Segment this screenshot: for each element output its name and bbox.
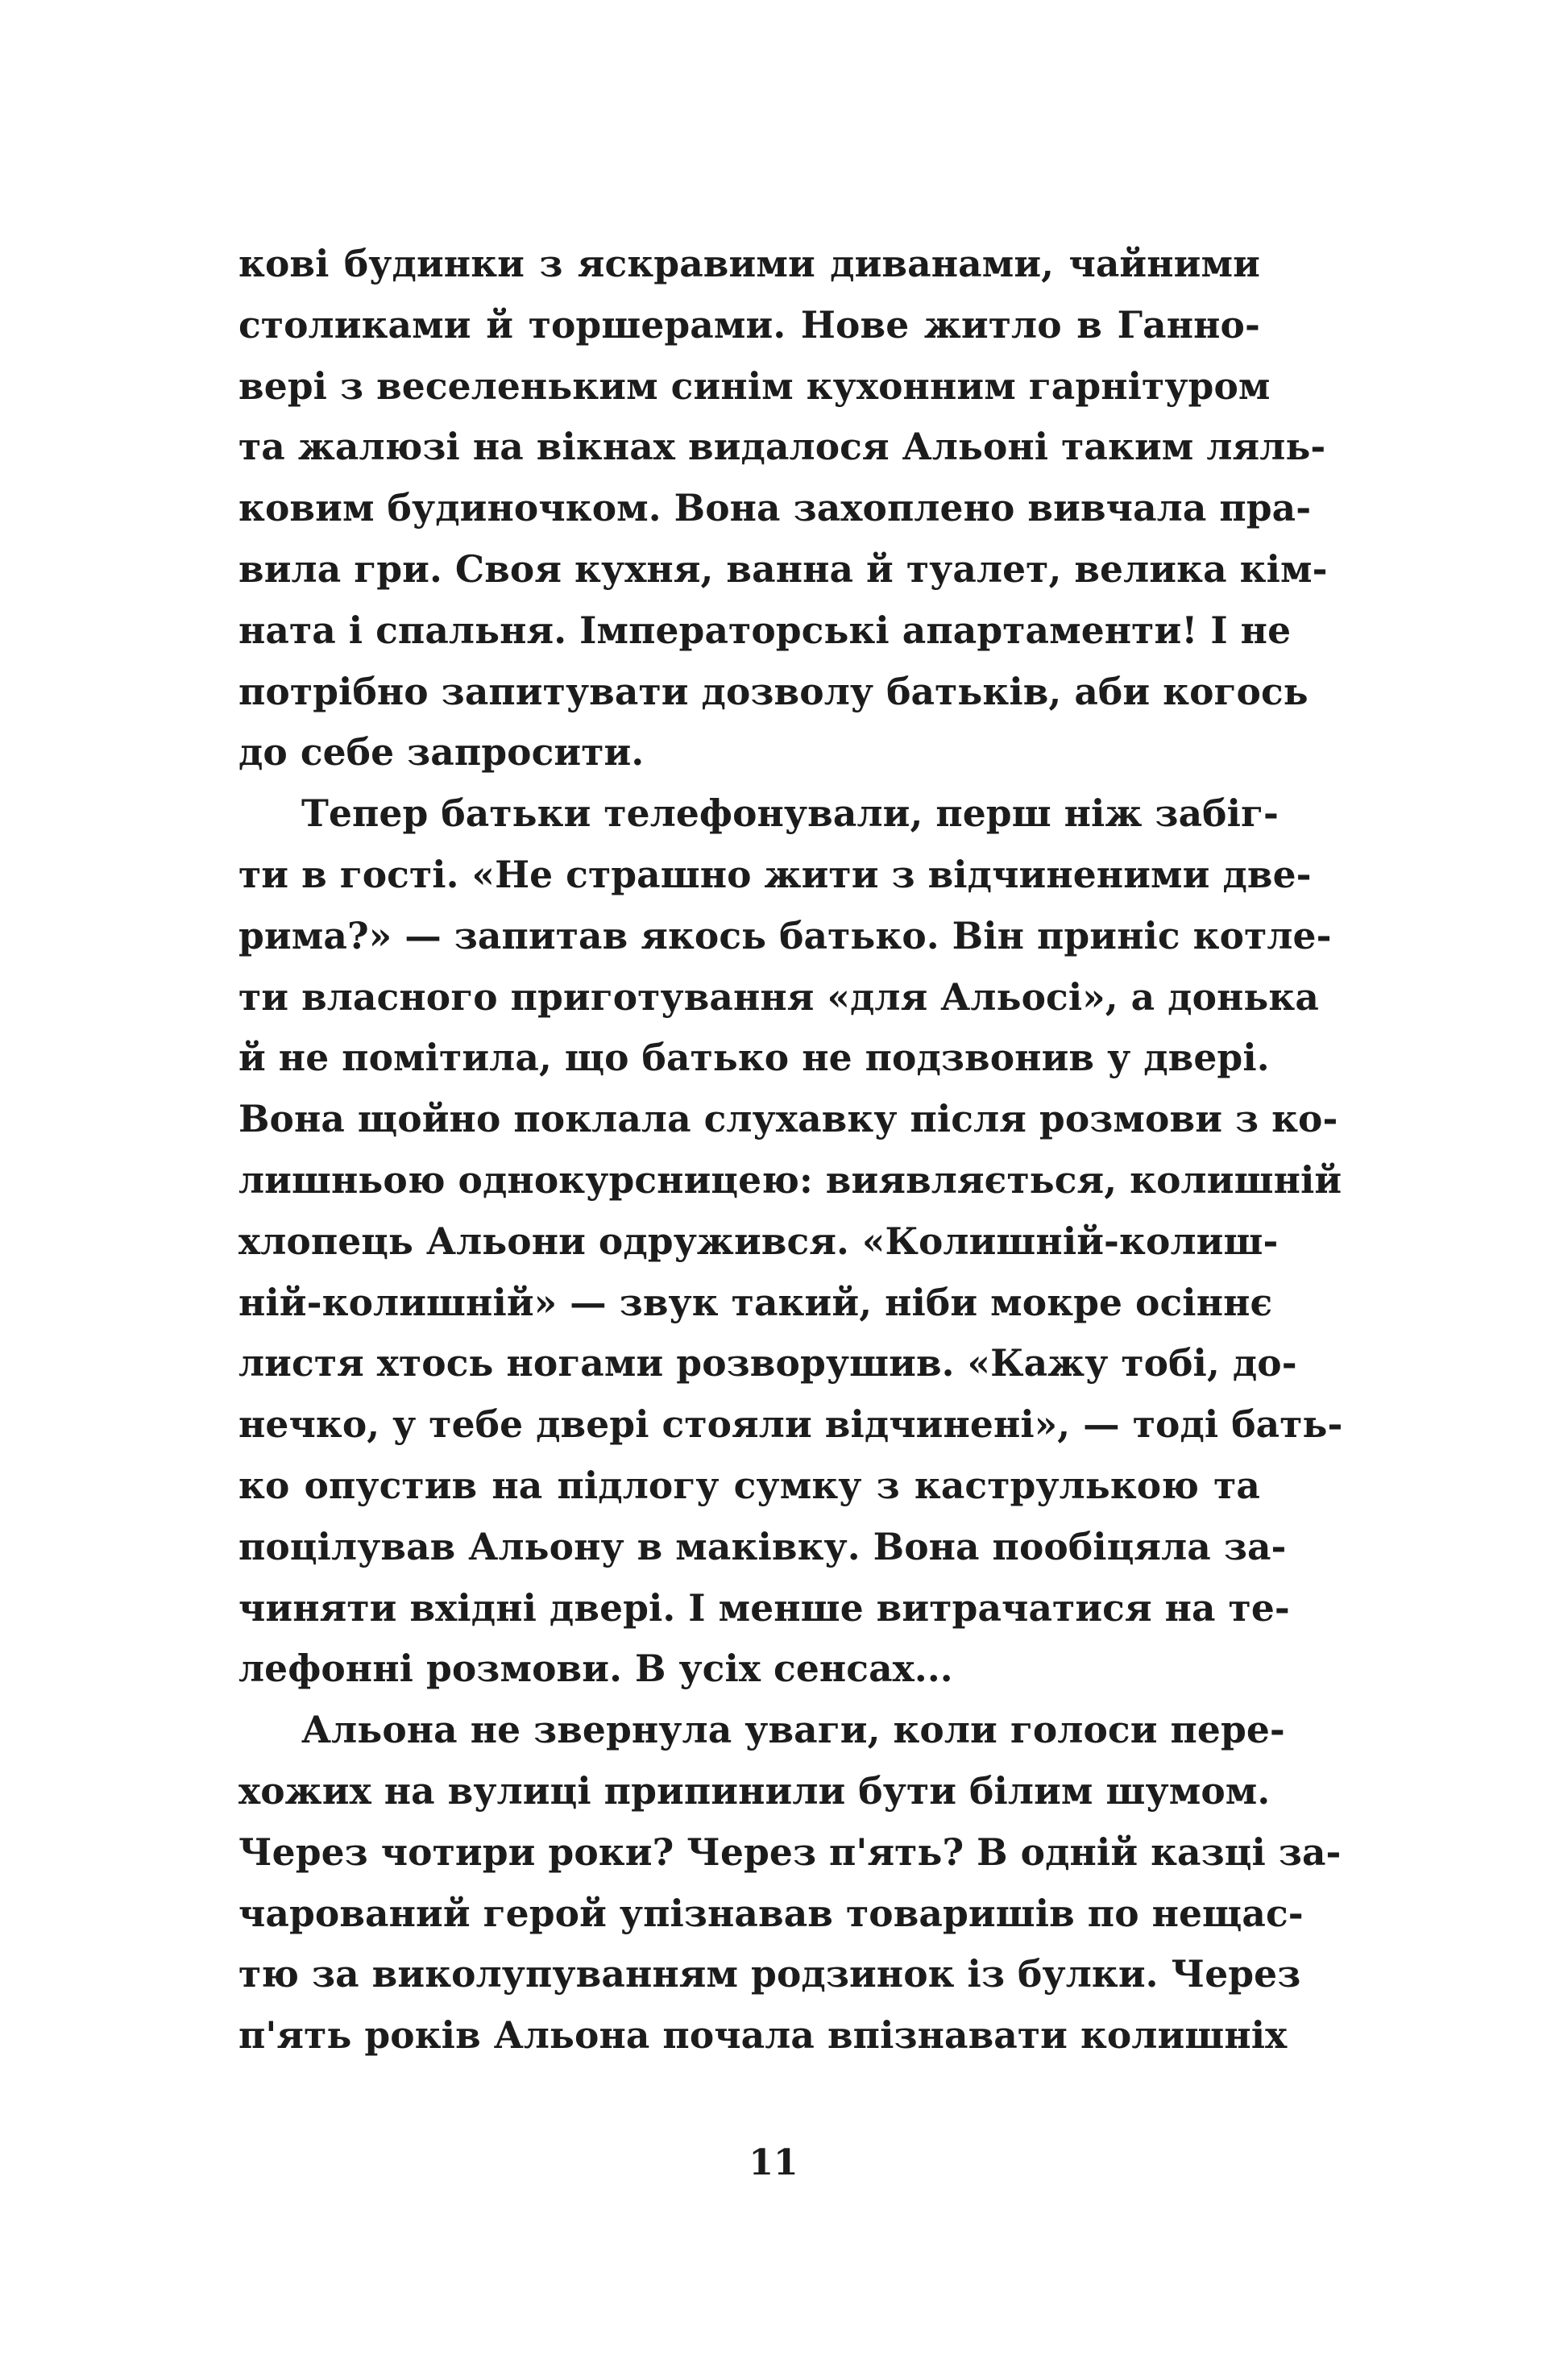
text-line: ната і спальня. Імператорські апартаменти! І не bbox=[238, 608, 1292, 652]
text-line: листя хтось ногами розворушив. «Кажу тобі, до- bbox=[238, 1341, 1297, 1385]
text-line: лефонні розмови. В усіх сенсах... bbox=[238, 1647, 953, 1691]
text-line: ти в гості. «Не страшно жити з відчиненими две- bbox=[238, 852, 1312, 896]
text-line: ко опустив на підлогу сумку з каструлькою та bbox=[238, 1463, 1260, 1507]
text-line: нечко, у тебе двері стояли відчинені», — тоді бать- bbox=[238, 1402, 1343, 1447]
page-number: 11 bbox=[749, 2142, 798, 2183]
text-line: Альона не звернула уваги, коли голоси пере- bbox=[301, 1708, 1285, 1752]
text-line: поцілував Альону в маківку. Вона пообіцяла за- bbox=[238, 1524, 1287, 1568]
text-line: хлопець Альони одружився. «Колишній-колиш- bbox=[238, 1219, 1279, 1263]
text-line: хожих на вулиці припинили бути білим шумом. bbox=[238, 1768, 1271, 1813]
text-line: вері з веселеньким синім кухонним гарнітуром bbox=[238, 363, 1271, 408]
text-line: потрібно запитувати дозволу батьків, аби когось bbox=[238, 669, 1309, 713]
text-line: до себе запросити. bbox=[238, 730, 645, 775]
text-line: Тепер батьки телефонували, перш ніж забіг- bbox=[301, 791, 1279, 836]
text-line: й не помітила, що батько не подзвонив у двері. bbox=[238, 1036, 1270, 1080]
text-line: кові будинки з яскравими диванами, чайними bbox=[238, 242, 1260, 285]
text-line: ти власного приготування «для Альосі», а донька bbox=[238, 974, 1319, 1019]
text-line: столиками й торшерами. Нове житло в Ганно- bbox=[238, 302, 1260, 347]
text-line: та жалюзі на вікнах видалося Альоні таким ляль- bbox=[238, 425, 1326, 469]
text-line: чарований герой упізнавав товаришів по нещас- bbox=[238, 1891, 1304, 1935]
text-line: лишньою однокурсницею: виявляється, колишній bbox=[238, 1157, 1342, 1202]
text-line: тю за виколупуванням родзинок із булки. Через bbox=[238, 1952, 1301, 1996]
body-text bbox=[238, 234, 1343, 2066]
text-line: ній-колишній» — звук такий, ніби мокре осіннє bbox=[238, 1280, 1273, 1324]
text-line: вила гри. Своя кухня, ванна й туалет, велика кім- bbox=[238, 546, 1328, 591]
text-line: ковим будиночком. Вона захоплено вивчала пра- bbox=[238, 486, 1312, 530]
text-line: п'ять років Альона почала впізнавати колишніх bbox=[238, 2013, 1288, 2058]
text-line: чиняти вхідні двері. І менше витрачатися на те- bbox=[238, 1585, 1290, 1630]
text-line: рима?» — запитав якось батько. Він приніс котле- bbox=[238, 913, 1332, 957]
text-line: Через чотири роки? Через п'ять? В одній казці за- bbox=[238, 1830, 1342, 1874]
text-line: Вона щойно поклала слухавку після розмови з ко- bbox=[238, 1097, 1338, 1141]
